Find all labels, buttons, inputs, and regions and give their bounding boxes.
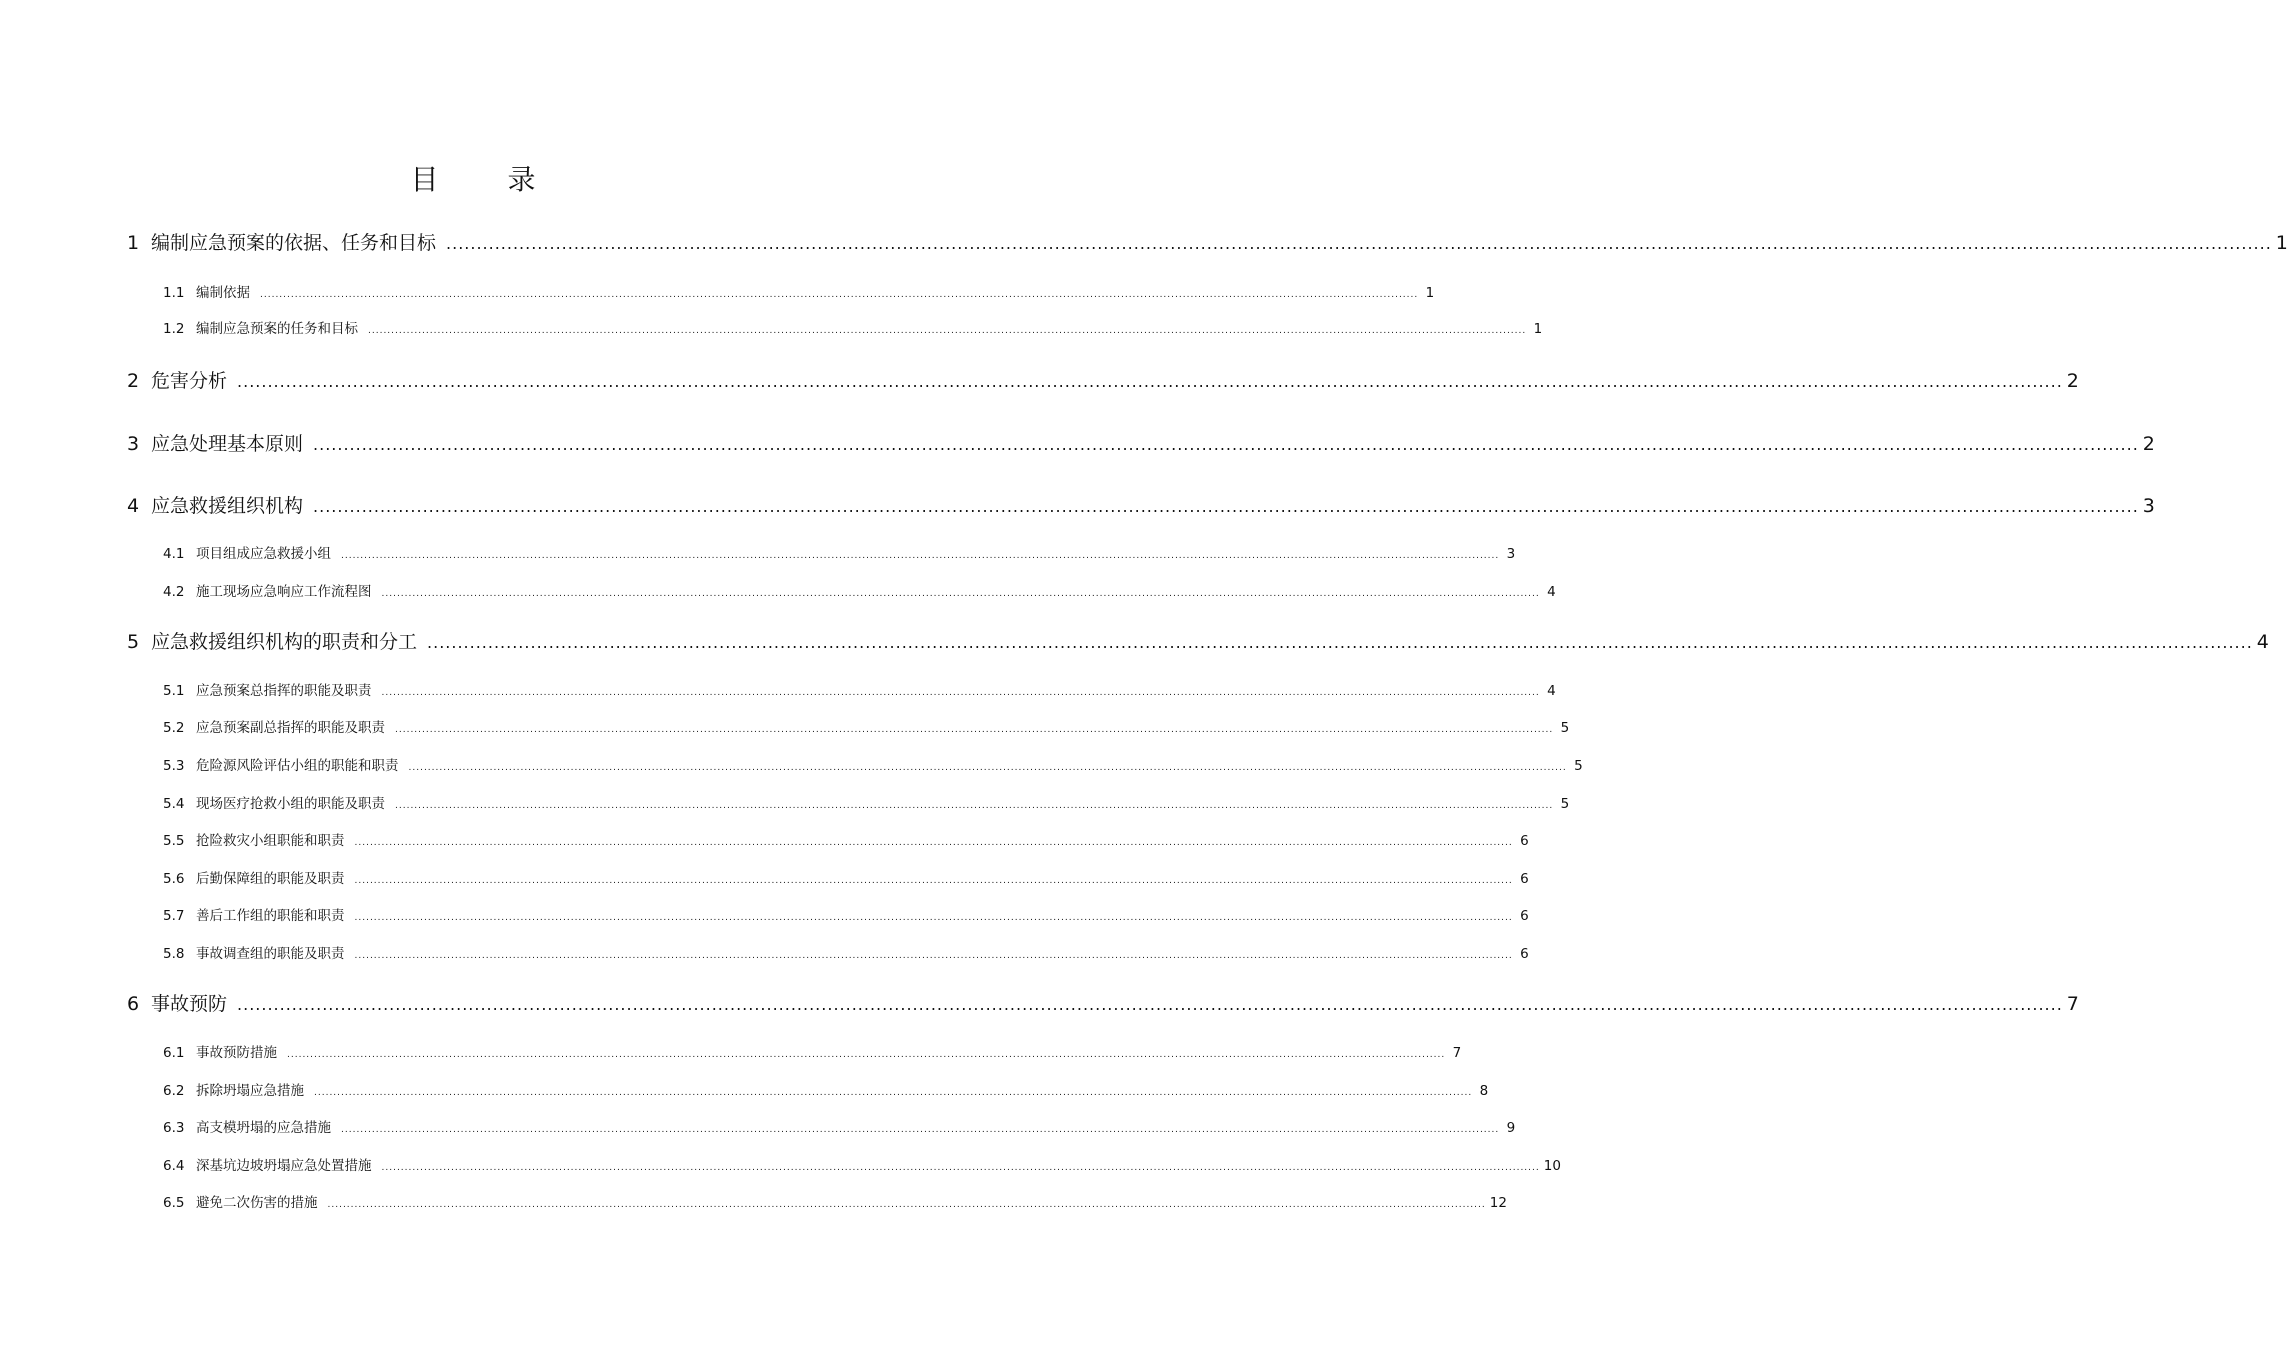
- toc-entry-label: 编制依据: [196, 285, 250, 301]
- toc-entry-label: 应急救援组织机构: [151, 495, 304, 517]
- toc-entry-label: 现场医疗抢救小组的职能及职责: [196, 796, 385, 812]
- toc-leader-dots: ............................................................................................................................................................................................................................................................................................................: [381, 589, 1540, 599]
- toc-entry-label: 应急预案总指挥的职能及职责: [196, 683, 372, 699]
- toc-entry[interactable]: [163, 1041, 1462, 1061]
- toc-entry-number: 5.5: [163, 833, 185, 849]
- toc-leader-dots: ............................................................................................................................................................................................................................................................................................................: [408, 763, 1567, 773]
- toc-entry[interactable]: [163, 1154, 1561, 1174]
- toc-leader-dots: ............................................................................................................................................................................................................................................................................................................: [427, 633, 2253, 652]
- toc-leader-dots: ............................................................................................................................................................................................................................................................................................................: [341, 1125, 1500, 1135]
- toc-leader-dots: ............................................................................................................................................................................................................................................................................................................: [395, 725, 1554, 735]
- toc-entry-page: 7: [2066, 993, 2079, 1015]
- toc-entry[interactable]: [163, 942, 1529, 962]
- toc-entry-number: 5.2: [163, 720, 185, 736]
- toc-leader-dots: ............................................................................................................................................................................................................................................................................................................: [395, 801, 1554, 811]
- toc-entry-page: 1: [2275, 232, 2288, 254]
- toc-entry-number: 6.3: [163, 1120, 185, 1136]
- toc-leader-dots: ............................................................................................................................................................................................................................................................................................................: [381, 1163, 1540, 1173]
- toc-entry-number: 6.5: [163, 1195, 185, 1211]
- toc-leader-dots: ............................................................................................................................................................................................................................................................................................................: [260, 290, 1419, 300]
- toc-entry-page: 1: [1425, 285, 1435, 301]
- toc-entry-number: 6.4: [163, 1158, 185, 1174]
- toc-entry[interactable]: [163, 679, 1556, 699]
- toc-entry[interactable]: [163, 281, 1435, 301]
- toc-leader-dots: ............................................................................................................................................................................................................................................................................................................: [327, 1200, 1486, 1210]
- toc-entry[interactable]: [127, 627, 2269, 654]
- toc-entry[interactable]: [163, 1079, 1489, 1099]
- toc-entry-number: 4.1: [163, 546, 185, 562]
- toc-leader-dots: ............................................................................................................................................................................................................................................................................................................: [354, 838, 1513, 848]
- toc-entry-page: 10: [1543, 1158, 1561, 1174]
- toc-entry[interactable]: [163, 829, 1529, 849]
- toc-entry-number: 6.2: [163, 1083, 185, 1099]
- toc-entry-number: 5.7: [163, 908, 185, 924]
- toc-entry-number: 1.2: [163, 321, 185, 337]
- toc-leader-dots: ............................................................................................................................................................................................................................................................................................................: [237, 995, 2063, 1014]
- toc-entry-number: 5.3: [163, 758, 185, 774]
- toc-entry-page: 4: [1547, 584, 1556, 600]
- toc-entry[interactable]: [127, 429, 2155, 456]
- toc-entry-label: 避免二次伤害的措施: [196, 1195, 318, 1211]
- toc-entry[interactable]: [127, 989, 2079, 1016]
- toc-entry[interactable]: [163, 1191, 1507, 1211]
- toc-entry-page: 5: [1560, 796, 1570, 812]
- toc-entry[interactable]: [163, 580, 1556, 600]
- toc-entry-label: 深基坑边坡坍塌应急处置措施: [196, 1158, 372, 1174]
- toc-entry-number: 2: [127, 370, 140, 392]
- toc-entry[interactable]: [163, 867, 1529, 887]
- toc-entry[interactable]: [163, 792, 1570, 812]
- toc-entry-label: 危害分析: [151, 370, 228, 392]
- toc-leader-dots: ............................................................................................................................................................................................................................................................................................................: [313, 497, 2139, 516]
- toc-leader-dots: ............................................................................................................................................................................................................................................................................................................: [354, 913, 1513, 923]
- toc-entry-label: 施工现场应急响应工作流程图: [196, 584, 372, 600]
- toc-entry-label: 后勤保障组的职能及职责: [196, 871, 345, 887]
- toc-entry-number: 3: [127, 433, 140, 455]
- toc-leader-dots: ............................................................................................................................................................................................................................................................................................................: [341, 551, 1500, 561]
- toc-entry-page: 2: [2066, 370, 2079, 392]
- toc-leader-dots: ............................................................................................................................................................................................................................................................................................................: [314, 1088, 1473, 1098]
- toc-entry[interactable]: [163, 317, 1543, 337]
- toc-entry-number: 4: [127, 495, 140, 517]
- toc-entry-number: 5: [127, 631, 140, 653]
- toc-title: 目 录: [410, 163, 566, 196]
- toc-entry-number: 6.1: [163, 1045, 185, 1061]
- toc-leader-dots: ............................................................................................................................................................................................................................................................................................................: [287, 1050, 1446, 1060]
- toc-leader-dots: ............................................................................................................................................................................................................................................................................................................: [354, 951, 1513, 961]
- toc-entry[interactable]: [127, 366, 2079, 393]
- toc-entry-number: 5.1: [163, 683, 185, 699]
- toc-entry-number: 1.1: [163, 285, 185, 301]
- toc-leader-dots: ............................................................................................................................................................................................................................................................................................................: [354, 876, 1513, 886]
- toc-entry-page: 3: [1506, 546, 1516, 562]
- toc-entry-page: 8: [1479, 1083, 1489, 1099]
- toc-entry-number: 6: [127, 993, 140, 1015]
- toc-entry-number: 5.6: [163, 871, 185, 887]
- toc-entry[interactable]: [127, 491, 2155, 518]
- toc-entry-page: 5: [1560, 720, 1570, 736]
- toc-entry-page: 1: [1533, 321, 1543, 337]
- toc-entry[interactable]: [163, 754, 1583, 774]
- toc-entry-page: 6: [1520, 833, 1529, 849]
- toc-entry-label: 编制应急预案的任务和目标: [196, 321, 358, 337]
- toc-entry-number: 5.4: [163, 796, 185, 812]
- toc-entry-label: 事故预防措施: [196, 1045, 277, 1061]
- toc-entry-page: 3: [2142, 495, 2155, 517]
- toc-entry-page: 6: [1520, 871, 1529, 887]
- toc-entry[interactable]: [163, 542, 1516, 562]
- toc-entry-page: 7: [1452, 1045, 1462, 1061]
- toc-entry-page: 2: [2142, 433, 2155, 455]
- toc-entry[interactable]: [163, 904, 1529, 924]
- toc-entry-page: 4: [2256, 631, 2269, 653]
- toc-entry-label: 事故调查组的职能及职责: [196, 946, 345, 962]
- toc-entry-page: 6: [1520, 946, 1529, 962]
- toc-entry-label: 善后工作组的职能和职责: [196, 908, 345, 924]
- toc-entry-label: 高支模坍塌的应急措施: [196, 1120, 331, 1136]
- toc-entry-page: 12: [1489, 1195, 1507, 1211]
- toc-entry-number: 5.8: [163, 946, 185, 962]
- toc-entry-number: 4.2: [163, 584, 185, 600]
- toc-entry-label: 拆除坍塌应急措施: [196, 1083, 304, 1099]
- toc-entry-label: 编制应急预案的依据、任务和目标: [151, 232, 437, 254]
- toc-leader-dots: ............................................................................................................................................................................................................................................................................................................: [237, 372, 2063, 391]
- toc-entry-page: 9: [1506, 1120, 1516, 1136]
- toc-leader-dots: ............................................................................................................................................................................................................................................................................................................: [368, 326, 1527, 336]
- toc-leader-dots: ............................................................................................................................................................................................................................................................................................................: [446, 234, 2272, 253]
- toc-entry-label: 抢险救灾小组职能和职责: [196, 833, 345, 849]
- toc-entry-label: 应急处理基本原则: [151, 433, 304, 455]
- toc-entry[interactable]: [163, 1116, 1516, 1136]
- toc-entry[interactable]: [163, 716, 1570, 736]
- toc-entry-label: 应急救援组织机构的职责和分工: [151, 631, 418, 653]
- toc-entry[interactable]: [127, 228, 2288, 255]
- toc-leader-dots: ............................................................................................................................................................................................................................................................................................................: [381, 688, 1540, 698]
- toc-entry-page: 4: [1547, 683, 1556, 699]
- toc-entry-label: 危险源风险评估小组的职能和职责: [196, 758, 399, 774]
- toc-entry-label: 项目组成应急救援小组: [196, 546, 331, 562]
- toc-entry-number: 1: [127, 232, 140, 254]
- toc-entry-page: 5: [1574, 758, 1583, 774]
- toc-entry-page: 6: [1520, 908, 1529, 924]
- toc-entry-label: 应急预案副总指挥的职能及职责: [196, 720, 385, 736]
- toc-entry-label: 事故预防: [151, 993, 228, 1015]
- toc-leader-dots: ............................................................................................................................................................................................................................................................................................................: [313, 435, 2139, 454]
